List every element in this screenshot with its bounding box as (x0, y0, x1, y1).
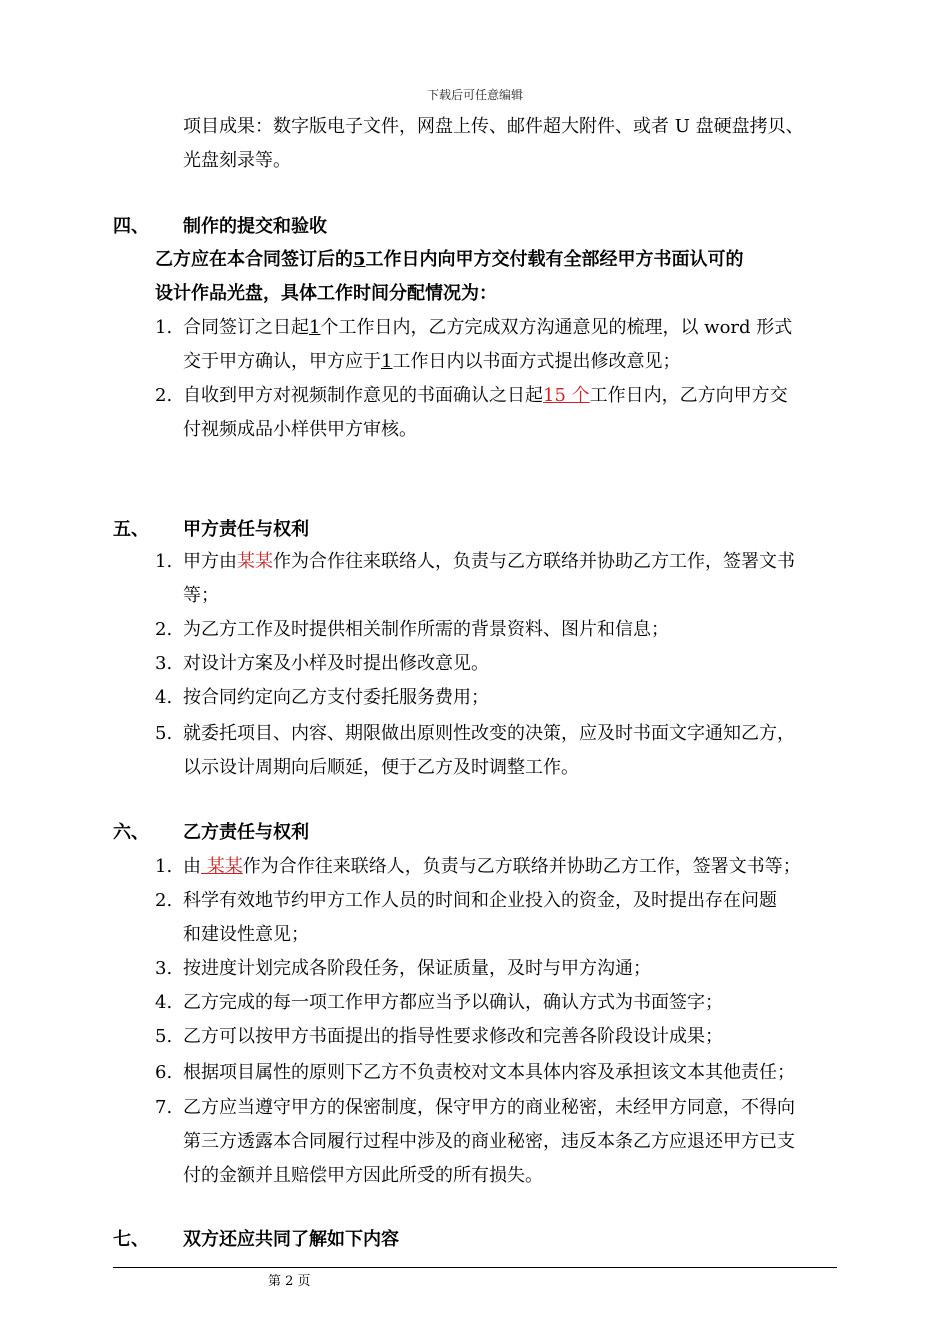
s6-item-5-number: 5. (155, 1026, 173, 1047)
section-7-title: 双方还应共同了解如下内容 (183, 1229, 399, 1250)
intro-line-2: 光盘刻录等。 (183, 150, 291, 171)
section-6-number: 六、 (113, 822, 149, 843)
s5-item-1-line-2: 等； (183, 585, 219, 606)
s5-item-3-number: 3. (155, 653, 173, 674)
s6-item-2-line-1: 科学有效地节约甲方工作人员的时间和企业投入的资金，及时提出存在问题 (183, 890, 777, 911)
s6-item-4-number: 4. (155, 992, 173, 1013)
s5-item-2-number: 2. (155, 619, 173, 640)
s6-item-6: 根据项目属性的原则下乙方不负责校对文本具体内容及承担该文本其他责任； (183, 1062, 795, 1083)
s5-item-2: 为乙方工作及时提供相关制作所需的背景资料、图片和信息； (183, 619, 669, 640)
s5-item-4-number: 4. (155, 687, 173, 708)
s6-item-7-line-2: 第三方透露本合同履行过程中涉及的商业秘密，违反本条乙方应退还甲方已支 (183, 1131, 795, 1152)
footer-divider (113, 1267, 837, 1268)
section-7-number: 七、 (113, 1229, 149, 1250)
section-4-bold-line-2: 设计作品光盘，具体工作时间分配情况为： (155, 283, 497, 304)
s6-item-7-line-1: 乙方应当遵守甲方的保密制度，保守甲方的商业秘密，未经甲方同意，不得向 (183, 1097, 795, 1118)
s4-item-1-review-days: 1 (381, 351, 393, 372)
s4-item-1-line-1: 合同签订之日起1个工作日内，乙方完成双方沟通意见的梳理，以 word 形式 (183, 317, 793, 338)
s6-item-2-line-2: 和建设性意见； (183, 924, 309, 945)
page-number: 第 2 页 (268, 1274, 311, 1289)
header-note: 下载后可任意编辑 (426, 88, 523, 102)
s5-item-5-line-2: 以示设计周期向后顺延，便于乙方及时调整工作。 (183, 757, 579, 778)
s6-item-7-line-3: 付的金额并且赔偿甲方因此所受的所有损失。 (183, 1165, 543, 1186)
s4-item-2-days: 15 个 (543, 385, 590, 406)
s4-item-1-number: 1. (155, 317, 173, 338)
s5-item-1-line-1: 甲方由某某作为合作往来联络人，负责与乙方联络并协助乙方工作，签署文书 (183, 551, 795, 572)
s6-item-4: 乙方完成的每一项工作甲方都应当予以确认，确认方式为书面签字； (183, 992, 723, 1013)
s4-item-2-line-1: 自收到甲方对视频制作意见的书面确认之日起15 个工作日内，乙方向甲方交 (183, 385, 788, 406)
s4-item-2-line-2: 付视频成品小样供甲方审核。 (183, 419, 417, 440)
s6-item-5: 乙方可以按甲方书面提出的指导性要求修改和完善各阶段设计成果； (183, 1026, 723, 1047)
section-5-title: 甲方责任与权利 (183, 519, 309, 540)
s5-item-5-number: 5. (155, 723, 173, 744)
s6-item-3-number: 3. (155, 958, 173, 979)
section-4-number: 四、 (113, 216, 149, 237)
section-4-bold-line-1: 乙方应在本合同签订后的5工作日内向甲方交付载有全部经甲方书面认可的 (155, 249, 744, 270)
section-6-title: 乙方责任与权利 (183, 822, 309, 843)
s5-contact-name: 某某 (237, 551, 273, 572)
s6-item-1-number: 1. (155, 856, 173, 877)
s5-item-3: 对设计方案及小样及时提出修改意见。 (183, 653, 489, 674)
section-4-title: 制作的提交和验收 (183, 216, 327, 237)
s4-item-1-days: 1 (309, 317, 321, 338)
delivery-days-value: 5 (353, 249, 366, 270)
section-5-number: 五、 (113, 519, 149, 540)
s5-item-1-number: 1. (155, 551, 173, 572)
s4-item-2-number: 2. (155, 385, 173, 406)
s5-item-4: 按合同约定向乙方支付委托服务费用； (183, 687, 489, 708)
s6-contact-name: 某某 (201, 856, 243, 877)
intro-line-1: 项目成果：数字版电子文件，网盘上传、邮件超大附件、或者 U 盘硬盘拷贝、 (183, 116, 804, 137)
s6-item-2-number: 2. (155, 890, 173, 911)
s6-item-7-number: 7. (155, 1097, 173, 1118)
s6-item-6-number: 6. (155, 1062, 173, 1083)
s6-item-3: 按进度计划完成各阶段任务，保证质量，及时与甲方沟通； (183, 958, 651, 979)
s6-item-1: 由 某某作为合作往来联络人，负责与乙方联络并协助乙方工作，签署文书等； (183, 856, 801, 877)
s4-item-1-line-2: 交于甲方确认，甲方应于1工作日内以书面方式提出修改意见； (183, 351, 681, 372)
s5-item-5-line-1: 就委托项目、内容、期限做出原则性改变的决策，应及时书面文字通知乙方， (183, 723, 795, 744)
